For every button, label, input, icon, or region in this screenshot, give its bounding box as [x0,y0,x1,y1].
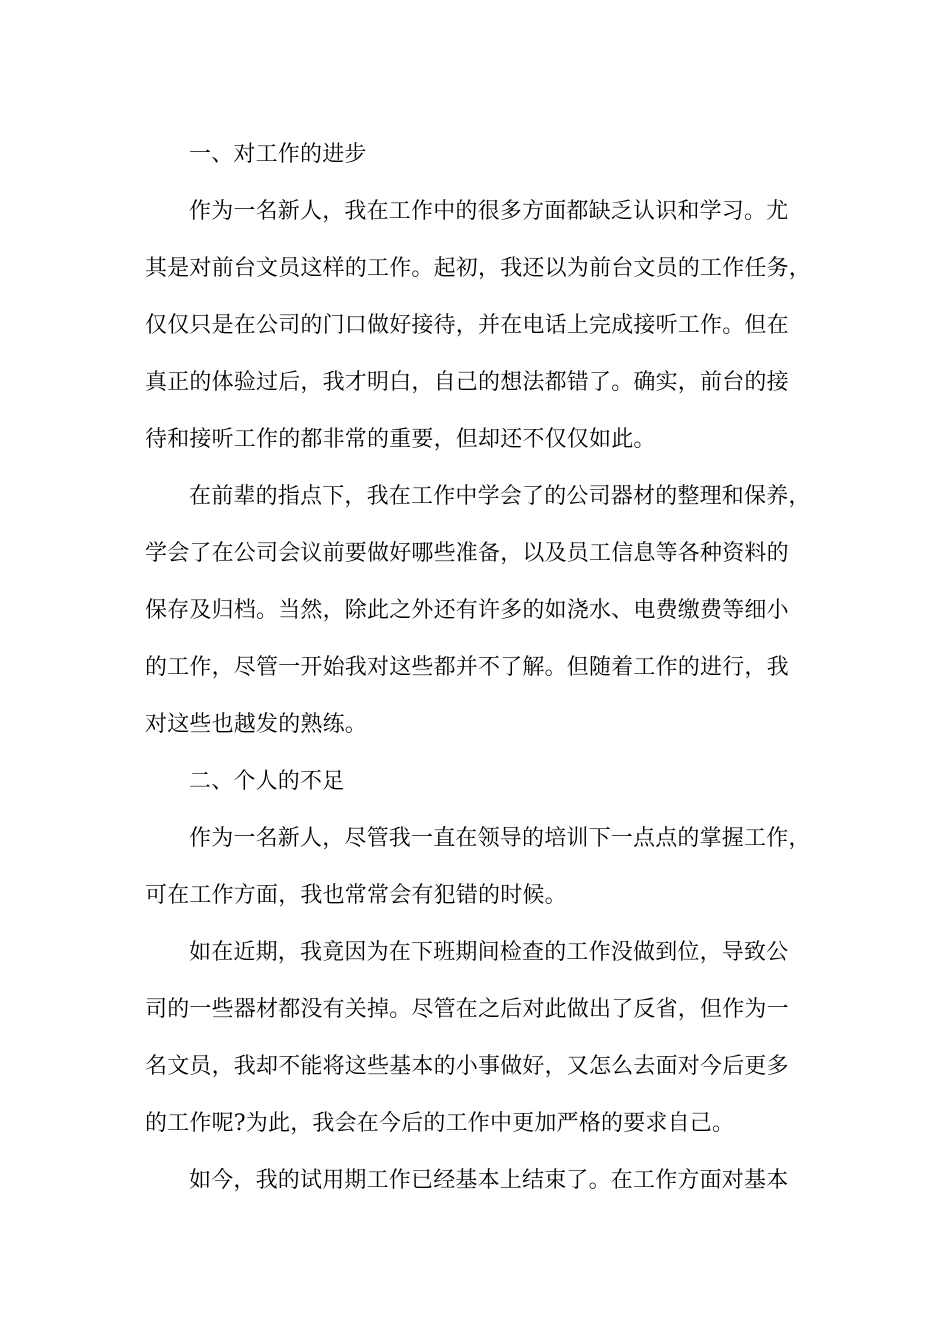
paragraph-line: 学会了在公司会议前要做好哪些准备，以及员工信息等各种资料的 [145,541,789,566]
paragraph-line: 名文员，我却不能将这些基本的小事做好，又怎么去面对今后更多 [145,1054,789,1079]
paragraph-line: 真正的体验过后，我才明白，自己的想法都错了。确实，前台的接 [145,370,789,395]
paragraph-line: 在前辈的指点下，我在工作中学会了的公司器材的整理和保养， [189,484,811,509]
document-body [145,126,815,1209]
paragraph-line: 对这些也越发的熟练。 [145,712,368,737]
paragraph-line: 的工作，尽管一开始我对这些都并不了解。但随着工作的进行，我 [145,655,789,680]
paragraph-line: 仅仅只是在公司的门口做好接待，并在电话上完成接听工作。但在 [145,313,789,338]
paragraph-line: 可在工作方面，我也常常会有犯错的时候。 [145,883,567,908]
paragraph-line: 其是对前台文员这样的工作。起初，我还以为前台文员的工作任务， [145,256,812,281]
section-heading-progress: 一、对工作的进步 [189,142,367,167]
paragraph-line: 的工作呢?为此，我会在今后的工作中更加严格的要求自己。 [145,1111,735,1136]
paragraph-line: 作为一名新人，我在工作中的很多方面都缺乏认识和学习。尤 [189,199,789,224]
paragraph-line: 司的一些器材都没有关掉。尽管在之后对此做出了反省，但作为一 [145,997,789,1022]
paragraph-line: 作为一名新人，尽管我一直在领导的培训下一点点的掌握工作， [189,826,811,851]
paragraph-line: 保存及归档。当然，除此之外还有许多的如浇水、电费缴费等细小 [145,598,789,623]
section-heading-shortcomings: 二、个人的不足 [189,769,345,794]
paragraph-line: 待和接听工作的都非常的重要，但却还不仅仅如此。 [145,427,656,452]
paragraph-line: 如今，我的试用期工作已经基本上结束了。在工作方面对基本 [189,1168,789,1193]
paragraph-line: 如在近期，我竟因为在下班期间检查的工作没做到位，导致公 [189,940,789,965]
